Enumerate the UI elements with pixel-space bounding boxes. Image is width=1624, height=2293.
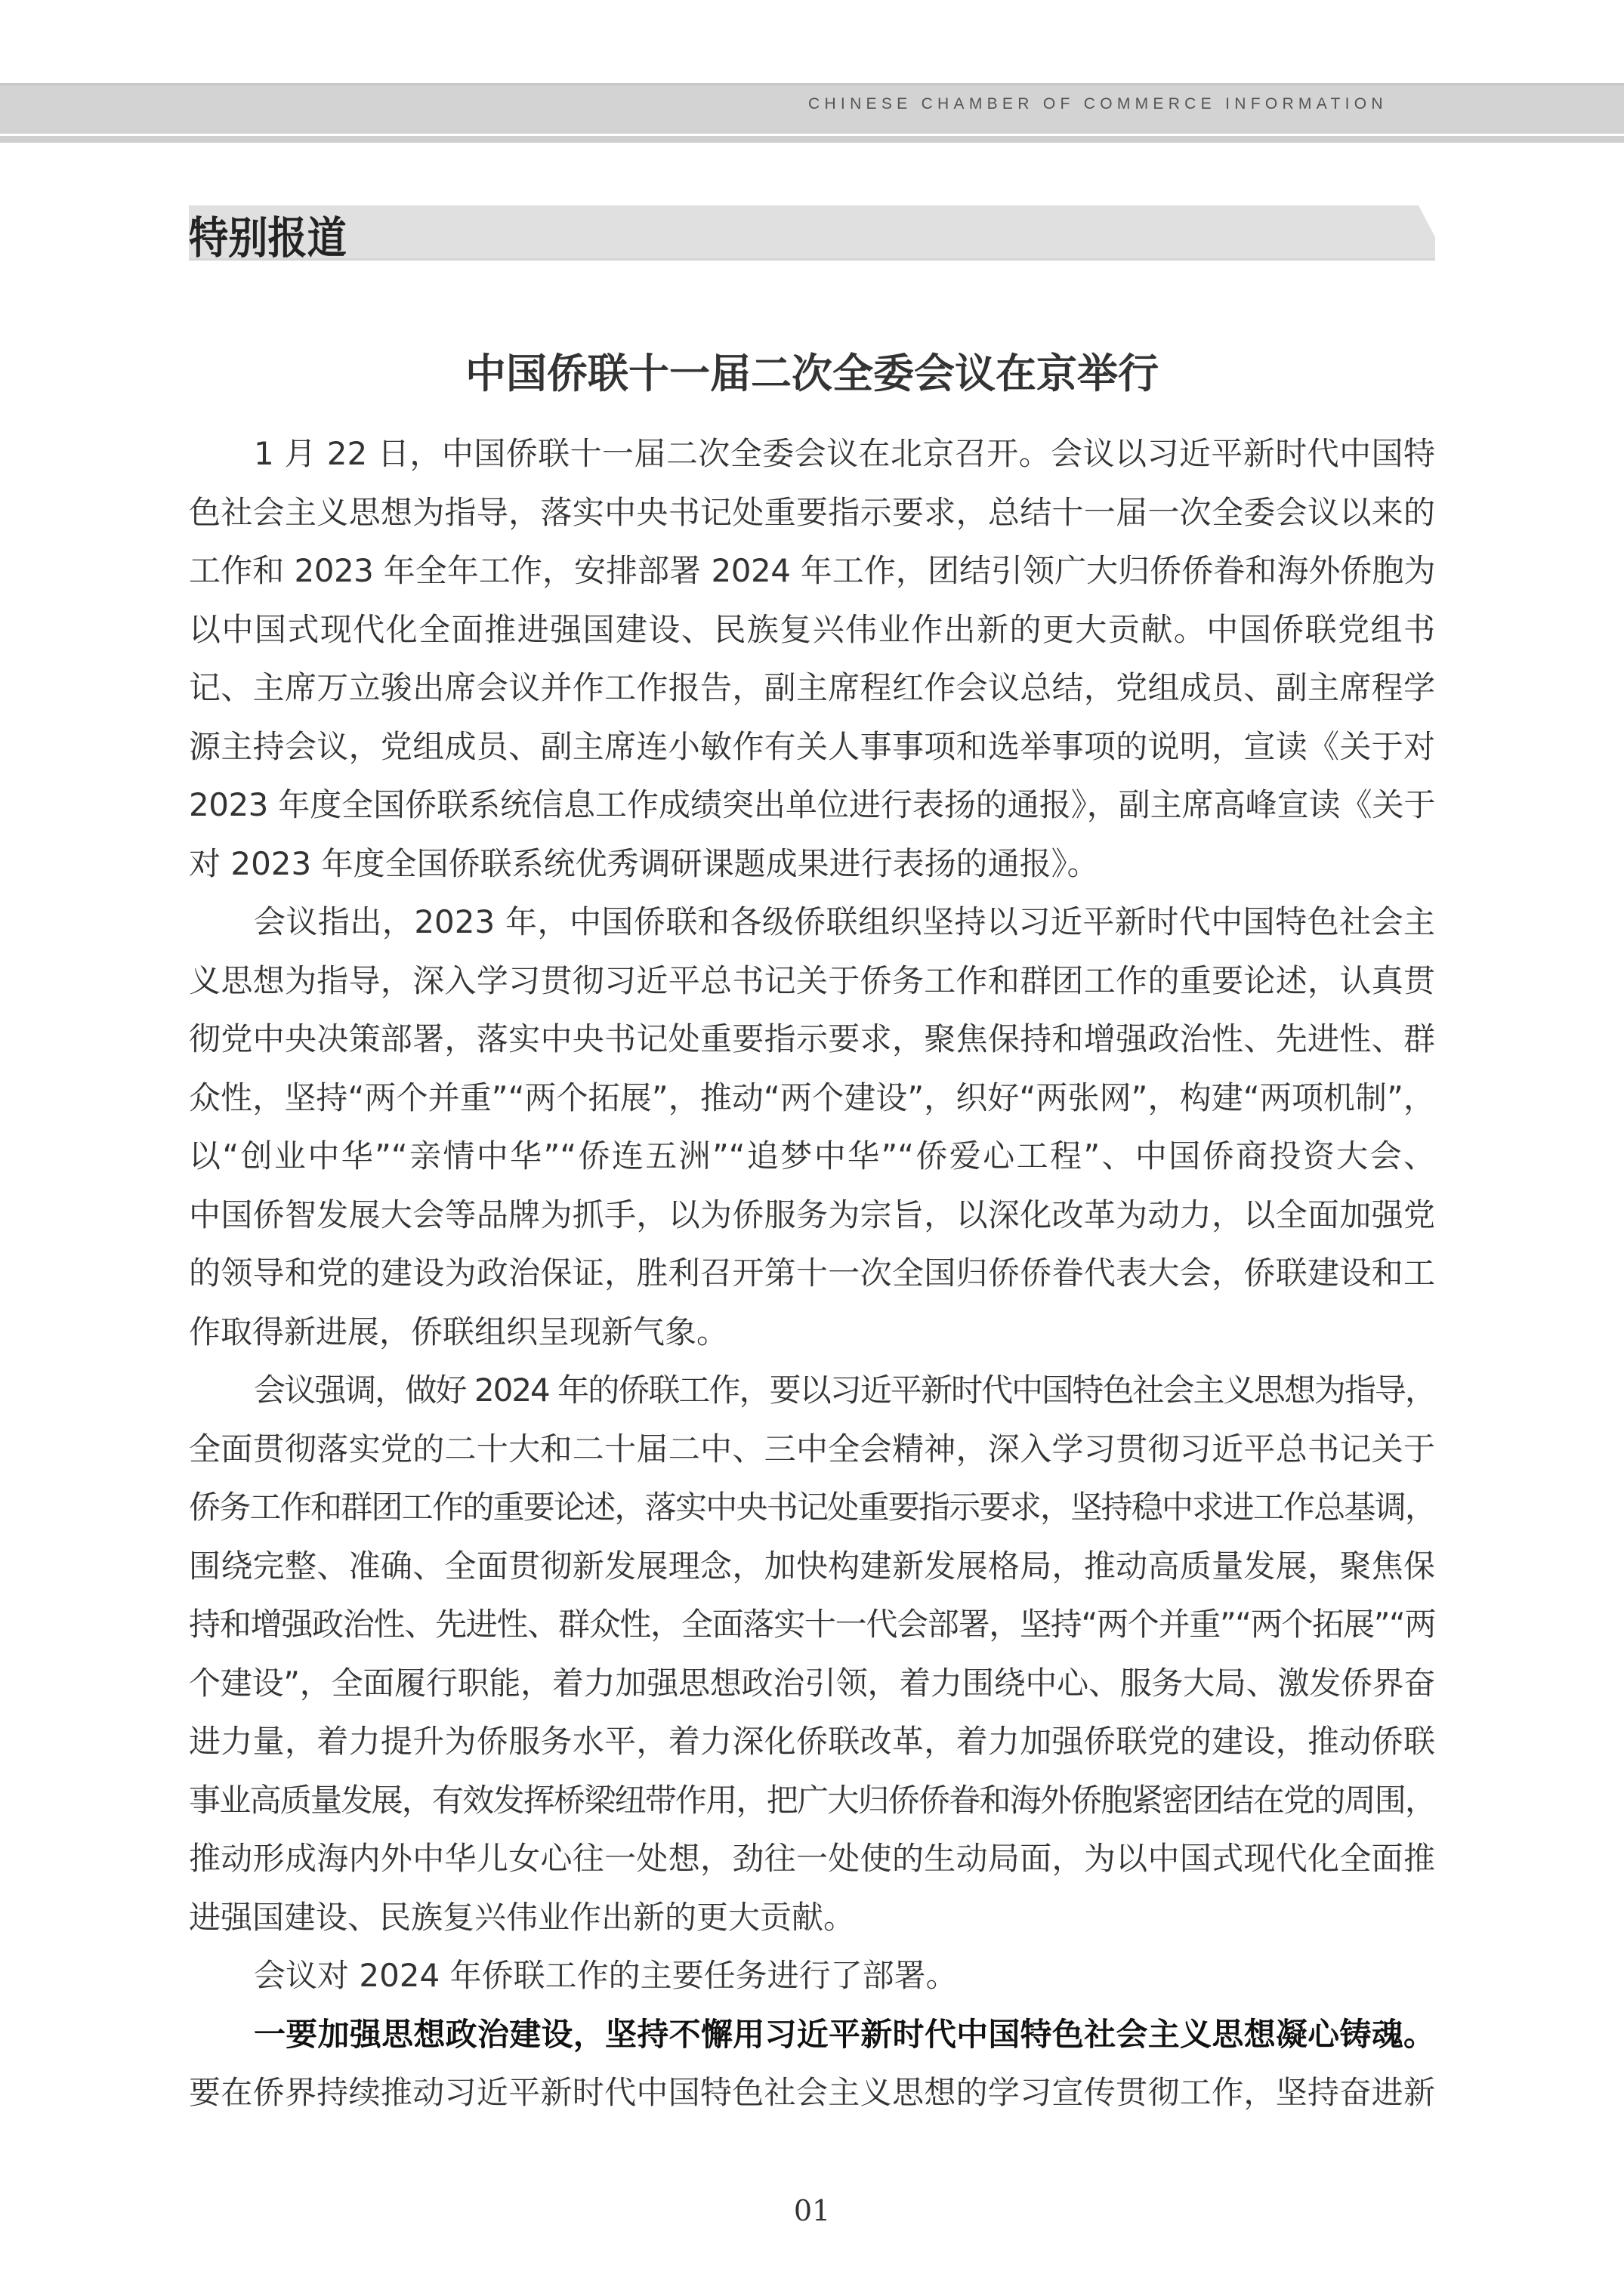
paragraph [189, 1946, 1435, 2005]
text-line: 的领导和党的建设为政治保证，胜利召开第十一次全国归侨侨眷代表大会，侨联建设和工 [189, 1255, 1435, 1292]
paragraph [189, 424, 1435, 893]
text-line: 作取得新进展，侨联组织呈现新气象。 [189, 1313, 729, 1350]
text-line: 全面贯彻落实党的二十大和二十届二中、三中全会精神，深入学习贯彻习近平总书记关于 [189, 1430, 1435, 1467]
text-line: 侨务工作和群团工作的重要论述，落实中央书记处重要指示要求，坚持稳中求进工作总基调， [189, 1489, 1435, 1526]
text-line: 中国侨智发展大会等品牌为抓手，以为侨服务为宗旨，以深化改革为动力，以全面加强党 [189, 1196, 1435, 1233]
text-line: 个建设”，全面履行职能，着力加强思想政治引领，着力围绕中心、服务大局、激发侨界奋 [189, 1664, 1435, 1702]
text-line: 进力量，着力提升为侨服务水平，着力深化侨联改革，着力加强侨联党的建设，推动侨联 [189, 1723, 1435, 1760]
text-line: 义思想为指导，深入学习贯彻习近平总书记关于侨务工作和群团工作的重要论述，认真贯 [189, 961, 1435, 999]
text-line: 进强国建设、民族复兴伟业作出新的更大贡献。 [189, 1898, 856, 1936]
paragraph [189, 1361, 1435, 1946]
text-line: 围绕完整、准确、全面贯彻新发展理念，加快构建新发展格局，推动高质量发展，聚焦保 [189, 1547, 1435, 1585]
text-line: 会议对 2024 年侨联工作的主要任务进行了部署。 [254, 1957, 958, 1994]
text-line: 一要加强思想政治建设，坚持不懈用习近平新时代中国特色社会主义思想凝心铸魂。 [254, 2015, 1435, 2053]
publication-name: CHINESE CHAMBER OF COMMERCE INFORMATION [808, 95, 1388, 113]
section-title: 特别报道 [189, 212, 347, 264]
text-line: 记、主席万立骏出席会议并作工作报告，副主席程红作会议总结，党组成员、副主席程学 [189, 669, 1435, 706]
text-line: 以“创业中华”“亲情中华”“侨连五洲”“追梦中华”“侨爱心工程”、中国侨商投资大会、 [189, 1137, 1435, 1174]
text-line: 1 月 22 日，中国侨联十一届二次全委会议在北京召开。会议以习近平新时代中国特 [254, 435, 1435, 472]
text-line: 事业高质量发展，有效发挥桥梁纽带作用，把广大归侨侨眷和海外侨胞紧密团结在党的周围， [189, 1781, 1435, 1819]
text-line: 要在侨界持续推动习近平新时代中国特色社会主义思想的学习宣传贯彻工作，坚持奋进新 [189, 2074, 1435, 2111]
text-line: 众性，坚持“两个并重”“两个拓展”，推动“两个建设”，织好“两张网”，构建“两项机制”， [189, 1079, 1435, 1116]
text-line: 会议指出，2023 年，中国侨联和各级侨联组织坚持以习近平新时代中国特色社会主 [254, 903, 1435, 940]
text-line: 会议强调，做好 2024 年的侨联工作，要以习近平新时代中国特色社会主义思想为指导， [254, 1372, 1435, 1409]
text-line: 工作和 2023 年全年工作，安排部署 2024 年工作，团结引领广大归侨侨眷和海外侨胞为 [189, 552, 1435, 589]
text-line: 源主持会议，党组成员、副主席连小敏作有关人事事项和选举事项的说明，宣读《关于对 [189, 727, 1435, 765]
header-rule [0, 136, 1624, 143]
paragraph [189, 2005, 1435, 2122]
text-line: 以中国式现代化全面推进强国建设、民族复兴伟业作出新的更大贡献。中国侨联党组书 [189, 610, 1435, 648]
text-line: 彻党中央决策部署，落实中央书记处重要指示要求，聚焦保持和增强政治性、先进性、群 [189, 1020, 1435, 1057]
text-line: 对 2023 年度全国侨联系统优秀调研课题成果进行表扬的通报》。 [189, 844, 1099, 882]
article-title: 中国侨联十一届二次全委会议在京举行 [465, 350, 1159, 397]
page-number: 01 [793, 2194, 831, 2227]
paragraph [189, 893, 1435, 1361]
text-line: 色社会主义思想为指导，落实中央书记处重要指示要求，总结十一届一次全委会议以来的 [189, 493, 1435, 531]
article-body [189, 424, 1435, 2122]
text-line: 持和增强政治性、先进性、群众性，全面落实十一代会部署，坚持“两个并重”“两个拓展”“两 [189, 1606, 1435, 1643]
text-line: 推动形成海内外中华儿女心往一处想，劲往一处使的生动局面，为以中国式现代化全面推 [189, 1840, 1435, 1877]
section-banner [189, 205, 1435, 261]
text-line: 2023 年度全国侨联系统信息工作成绩突出单位进行表扬的通报》，副主席高峰宣读《关于 [189, 786, 1435, 823]
